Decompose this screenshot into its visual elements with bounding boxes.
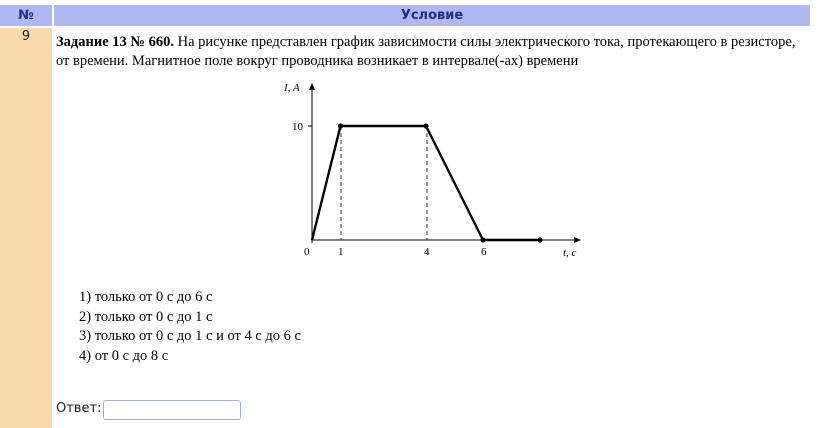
row-number: 9 bbox=[21, 29, 31, 44]
answer-options bbox=[79, 288, 301, 366]
x-axis-label: t, c bbox=[563, 247, 577, 259]
x-tick-label-1: 1 bbox=[338, 246, 344, 258]
column-header-condition: Условие bbox=[54, 5, 810, 26]
column-header-number: № bbox=[0, 5, 52, 26]
option-3: 3) только от 0 с до 1 с и от 4 с до 6 с bbox=[79, 328, 301, 344]
data-point bbox=[423, 123, 428, 128]
x-tick-label-6: 6 bbox=[481, 246, 487, 258]
x-tick-label-4: 4 bbox=[424, 246, 430, 258]
data-point bbox=[480, 237, 485, 242]
y-tick-label-10: 10 bbox=[292, 121, 303, 133]
number-column bbox=[0, 28, 52, 428]
task-body: На рисунке представлен график зависимости силы электрического тока, протекающего в резисторе, от времени. Магнитное поле вокруг проводника возникает в интервале(-ах) времени bbox=[56, 34, 796, 69]
answer-label: Ответ: bbox=[56, 401, 102, 416]
task-text bbox=[56, 33, 806, 71]
current-line bbox=[312, 126, 540, 240]
data-point bbox=[338, 123, 343, 128]
option-2: 2) только от 0 с до 1 с bbox=[79, 308, 213, 325]
current-time-graph bbox=[270, 80, 590, 265]
answer-input[interactable] bbox=[103, 400, 241, 420]
data-point bbox=[537, 237, 542, 242]
y-axis-label: I, A bbox=[284, 82, 300, 94]
x-tick-label-0: 0 bbox=[304, 246, 310, 258]
task-heading: Задание 13 № 660. bbox=[56, 34, 174, 50]
option-1: 1) только от 0 с до 6 с bbox=[79, 289, 213, 305]
option-4: 4) от 0 с до 8 с bbox=[79, 347, 169, 364]
